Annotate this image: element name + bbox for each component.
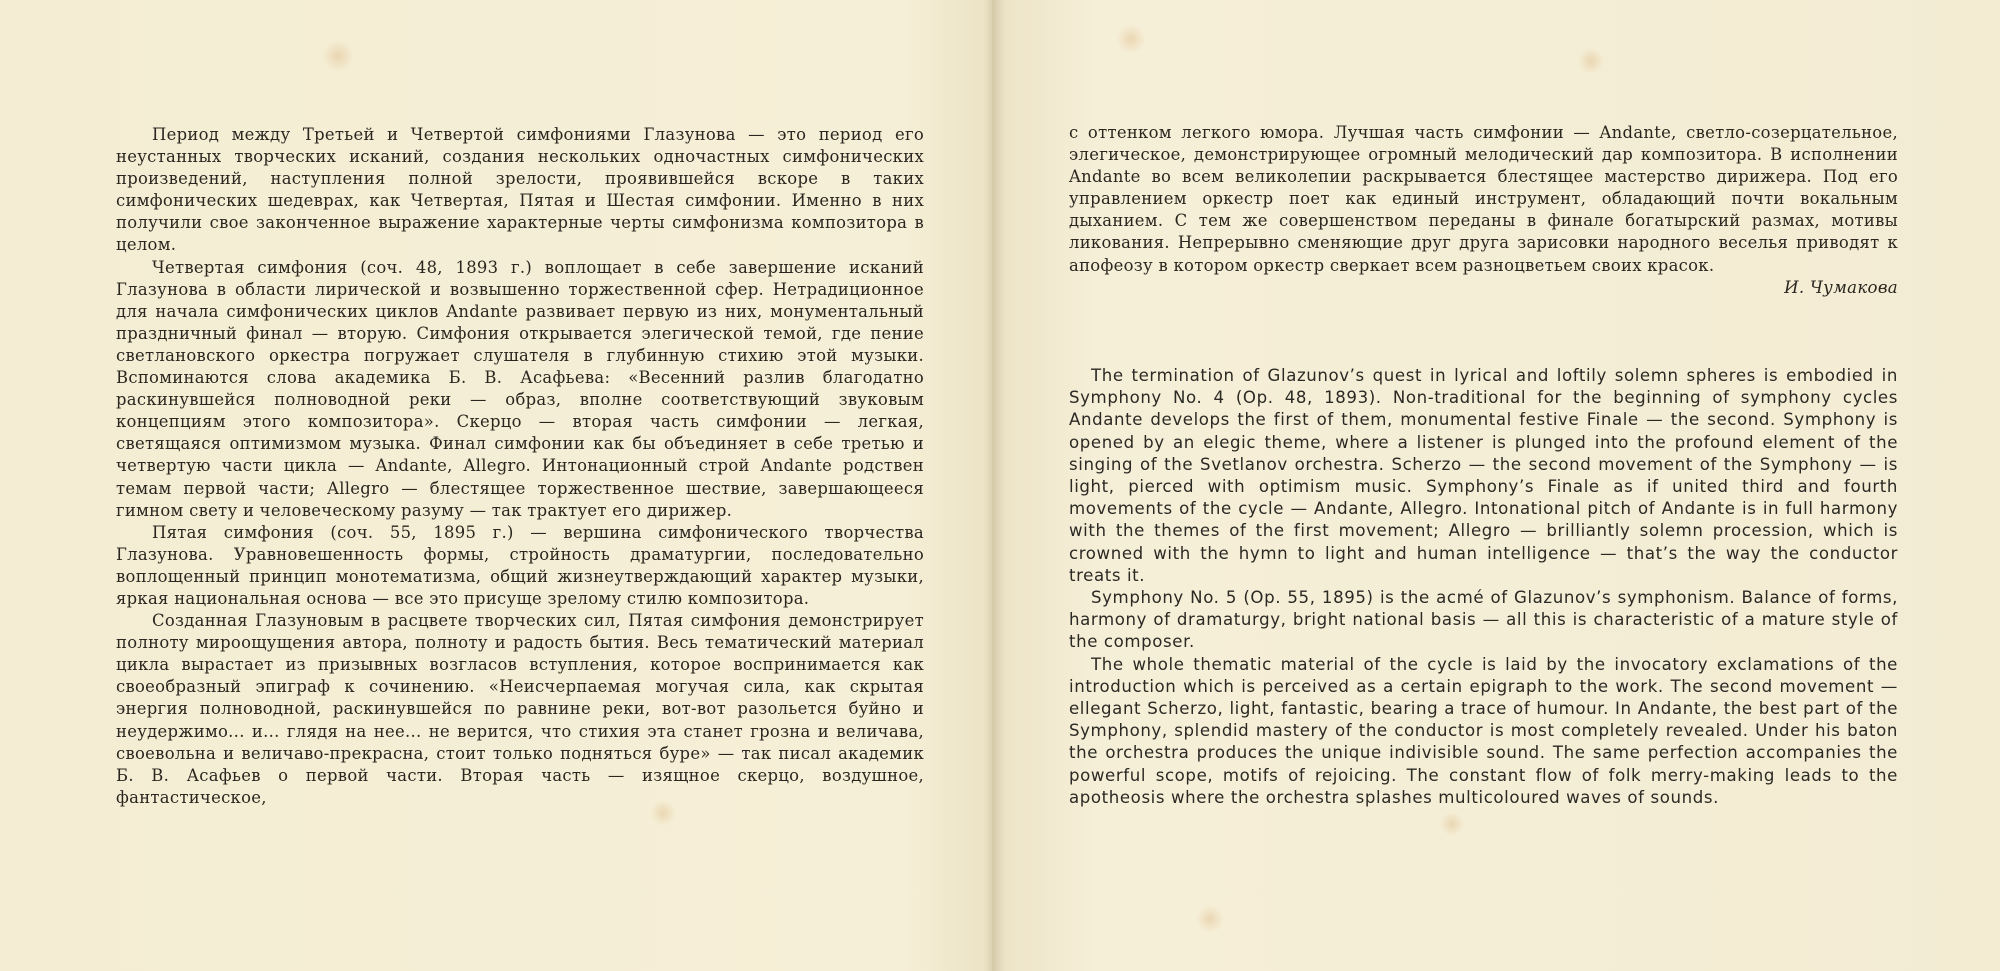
paragraph-english-cycle: The whole thematic material of the cycle is laid by the invocatory exclamations of the introduction which is perceived as a certain epigraph to the work. The second movement — ellegant Scherzo, light, fantastic, bearing a trace of humour. In Andante, the best part of the Symphony, splendid mastery of the conductor is most completely revealed. Under his baton the orchestra produces the unique indivisible sound. The same perfection accompanies the powerful scope, motifs of rejoicing. The constant flow of folk merry-making leads to the apotheosis where the orchestra splashes multicoloured waves of sounds.: [1069, 654, 1898, 807]
left-page: [0, 0, 992, 971]
author-signature: И. Чумакова: [1784, 277, 1898, 297]
english-text-column: [1069, 365, 1898, 809]
paragraph-intro: Период между Третьей и Четвертой симфониями Глазунова — это период его неустанных творческих исканий, создания нескольких одночастных симфонических произведений, наступления полной зрелости, проявившейся вскоре в таких симфонических шедеврах, как Четвертая, Пятая и Шестая симфонии. Именно в них получили свое законченное выражение характерные черты симфонизма композитора в целом.: [116, 125, 924, 255]
russian-continuation-column: [1069, 122, 1898, 299]
paragraph-continuation: с оттенком легкого юмора. Лучшая часть симфонии — Andante, светло-созерцательное, элегическое, демонстрирующее огромный мелодический дар композитора. В исполнении Andante во всем великолепии раскрывается блестящее мастерство дирижера. Под его управлением оркестр поет как единый инструмент, обладающий почти вокальным дыханием. С тем же совершенством переданы в финале богатырский размах, мотивы ликования. Непрерывно сменяющие друг друга зарисовки народного веселья приводят к апофеозу в котором оркестр сверкает всем разноцветьем своих красок.: [1069, 123, 1898, 275]
paragraph-symphony-5-details: Созданная Глазуновым в расцвете творческих сил, Пятая симфония демонстрирует полноту мироощущения автора, полноту и радость бытия. Весь тематический материал цикла вырастает из призывных возгласов вступления, которое воспринимается как своеобразный эпиграф к сочинению. «Неисчерпаемая могучая сила, как скрытая энергия полноводной, раскинувшейся по равнине реки, вот-вот разольется буйно и неудержимо... и... глядя на нее... не верится, что стихия эта станет грозна и величава, своевольна и величаво-прекрасна, стоит только подняться буре» — так писал академик Б. В. Асафьев о первой части. Вторая часть — изящное скерцо, воздушное, фантастическое,: [116, 611, 924, 807]
russian-text-column: [116, 124, 924, 809]
paragraph-english-symphony-4: The termination of Glazunov’s quest in lyrical and loftily solemn spheres is embodied in Symphony No. 4 (Op. 48, 1893). Non-traditional for the beginning of symphony cycles Andante develops the first of them, monumental festive Finale — the second. Symphony is opened by an elegic theme, where a listener is plunged into the profound element of the singing of the Svetlanov orchestra. Scherzo — the second movement of the Symphony — is light, pierced with optimism music. Symphony’s Finale as if united third and fourth movements of the cycle — Andante, Allegro. Intonational pitch of Andante is in full harmony with the themes of the first movement; Allegro — brilliantly solemn procession, which is crowned with the hymn to light and human intelligence — that’s the way the conductor treats it.: [1069, 366, 1898, 585]
paragraph-symphony-5: Пятая симфония (соч. 55, 1895 г.) — вершина симфонического творчества Глазунова. Уравновешенность формы, стройность драматургии, последовательно воплощенный принцип монотематизма, общий жизнеутверждающий характер музыки, яркая национальная основа — все это присуще зрелому стилю композитора.: [116, 522, 924, 608]
paragraph-symphony-4: Четвертая симфония (соч. 48, 1893 г.) воплощает в себе завершение исканий Глазунова в области лирической и возвышенно торжественной сфер. Нетрадиционное для начала симфонических циклов Andante развивает первую из них, монументальный праздничный финал — вторую. Симфония открывается элегической темой, где пение светлановского оркестра погружает слушателя в глубинную стихию этой музыки. Вспоминаются слова академика Б. В. Асафьева: «Весенний разлив благодатно раскинувшейся полноводной реки — образ, вполне соответствующий звуковым концепциям этого композитора». Скерцо — вторая часть симфонии — легкая, светящаяся оптимизмом музыка. Финал симфонии как бы объединяет в себе третью и четвертую части цикла — Andante, Allegro. Интонационный строй Andante родствен темам первой части; Allegro — блестящее торжественное шествие, завершающееся гимном свету и человеческому разуму — так трактует его дирижер.: [116, 257, 924, 520]
paragraph-english-symphony-5: Symphony No. 5 (Op. 55, 1895) is the acmé of Glazunov’s symphonism. Balance of forms, harmony of dramaturgy, bright national basis — all this is characteristic of a mature style of the composer.: [1069, 588, 1898, 652]
right-page: [994, 0, 2000, 971]
